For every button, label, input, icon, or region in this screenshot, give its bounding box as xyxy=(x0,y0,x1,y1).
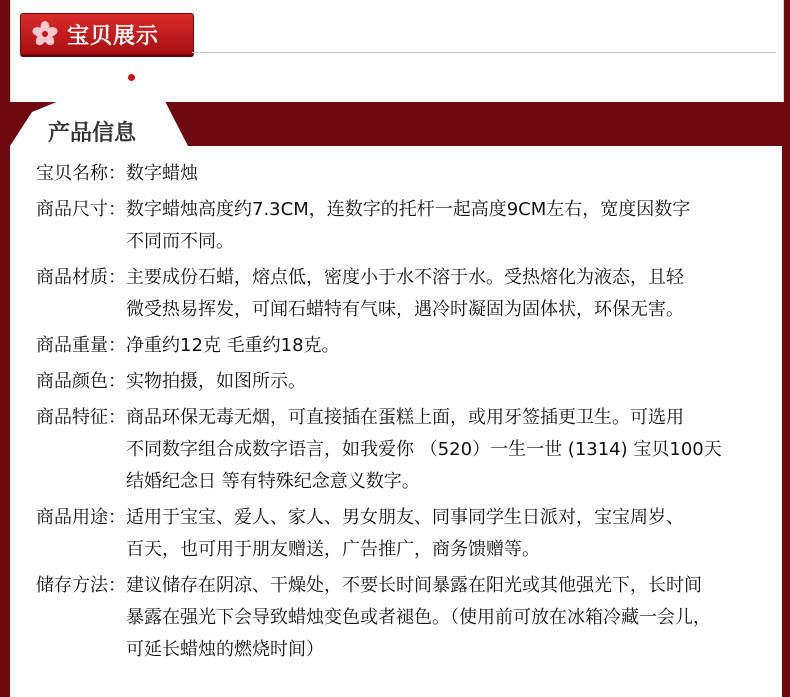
info-value-line: 数字蜡烛高度约7.3CM，连数字的托杆一起高度9CM左右，宽度因数字 xyxy=(126,199,691,220)
info-row xyxy=(36,366,776,398)
info-value-line: 暴露在强光下会导致蜡烛变色或者褪色。（使用前可放在冰箱冷藏一会儿， xyxy=(126,607,711,628)
info-value-line: 数字蜡烛 xyxy=(126,163,198,184)
info-label: 商品材质： xyxy=(36,267,126,288)
info-label: 储存方法： xyxy=(36,575,126,596)
title-tab xyxy=(20,13,194,55)
info-value xyxy=(126,502,776,566)
info-label: 商品特征： xyxy=(36,407,126,428)
info-value-line: 不同而不同。 xyxy=(126,231,234,252)
info-row xyxy=(36,158,776,190)
info-label: 宝贝名称： xyxy=(36,163,126,184)
section-dot xyxy=(128,74,135,81)
info-value-line: 建议储存在阴凉、干燥处，不要长时间暴露在阳光或其他强光下，长时间 xyxy=(126,575,702,596)
info-label: 商品颜色： xyxy=(36,371,126,392)
info-value xyxy=(126,402,776,498)
info-row xyxy=(36,330,776,362)
info-value-line: 实物拍摄，如图所示。 xyxy=(126,371,306,392)
info-value xyxy=(126,366,776,398)
info-value-line: 微受热易挥发，可闻石蜡特有气味，遇冷时凝固为固体状，环保无害。 xyxy=(126,299,684,320)
info-row xyxy=(36,194,776,258)
info-label: 商品尺寸： xyxy=(36,199,126,220)
info-value-line: 百天，也可用于朋友赠送，广告推广，商务馈赠等。 xyxy=(126,539,540,560)
info-value-line: 适用于宝宝、爱人、家人、男女朋友、同事同学生日派对，宝宝周岁、 xyxy=(126,507,684,528)
info-value-line: 净重约12克 毛重约18克。 xyxy=(126,335,340,356)
page-title: 宝贝展示 xyxy=(67,23,160,49)
info-value xyxy=(126,330,776,362)
info-value-line: 主要成份石蜡，熔点低，密度小于水不溶于水。受热熔化为液态，且轻 xyxy=(126,267,684,288)
info-row xyxy=(36,262,776,326)
info-value xyxy=(126,262,776,326)
info-value xyxy=(126,570,776,666)
info-label: 商品重量： xyxy=(36,335,126,356)
info-row xyxy=(36,502,776,566)
info-row xyxy=(36,570,776,666)
info-value xyxy=(126,158,776,190)
info-value-line: 结婚纪念日 等有特殊纪念意义数字。 xyxy=(126,471,420,492)
info-value-line: 可延长蜡烛的燃烧时间） xyxy=(126,639,324,660)
product-info-list xyxy=(36,158,776,670)
section-title: 产品信息 xyxy=(48,121,137,146)
info-value xyxy=(126,194,776,258)
info-row xyxy=(36,402,776,498)
info-label: 商品用途： xyxy=(36,507,126,528)
title-divider xyxy=(192,52,776,53)
info-value-line: 不同数字组合成数字语言，如我爱你 （520）一生一世 (1314) 宝贝100天 xyxy=(126,439,722,460)
flower-icon xyxy=(31,20,59,48)
info-value-line: 商品环保无毒无烟，可直接插在蛋糕上面，或用牙签插更卫生。可选用 xyxy=(126,407,684,428)
